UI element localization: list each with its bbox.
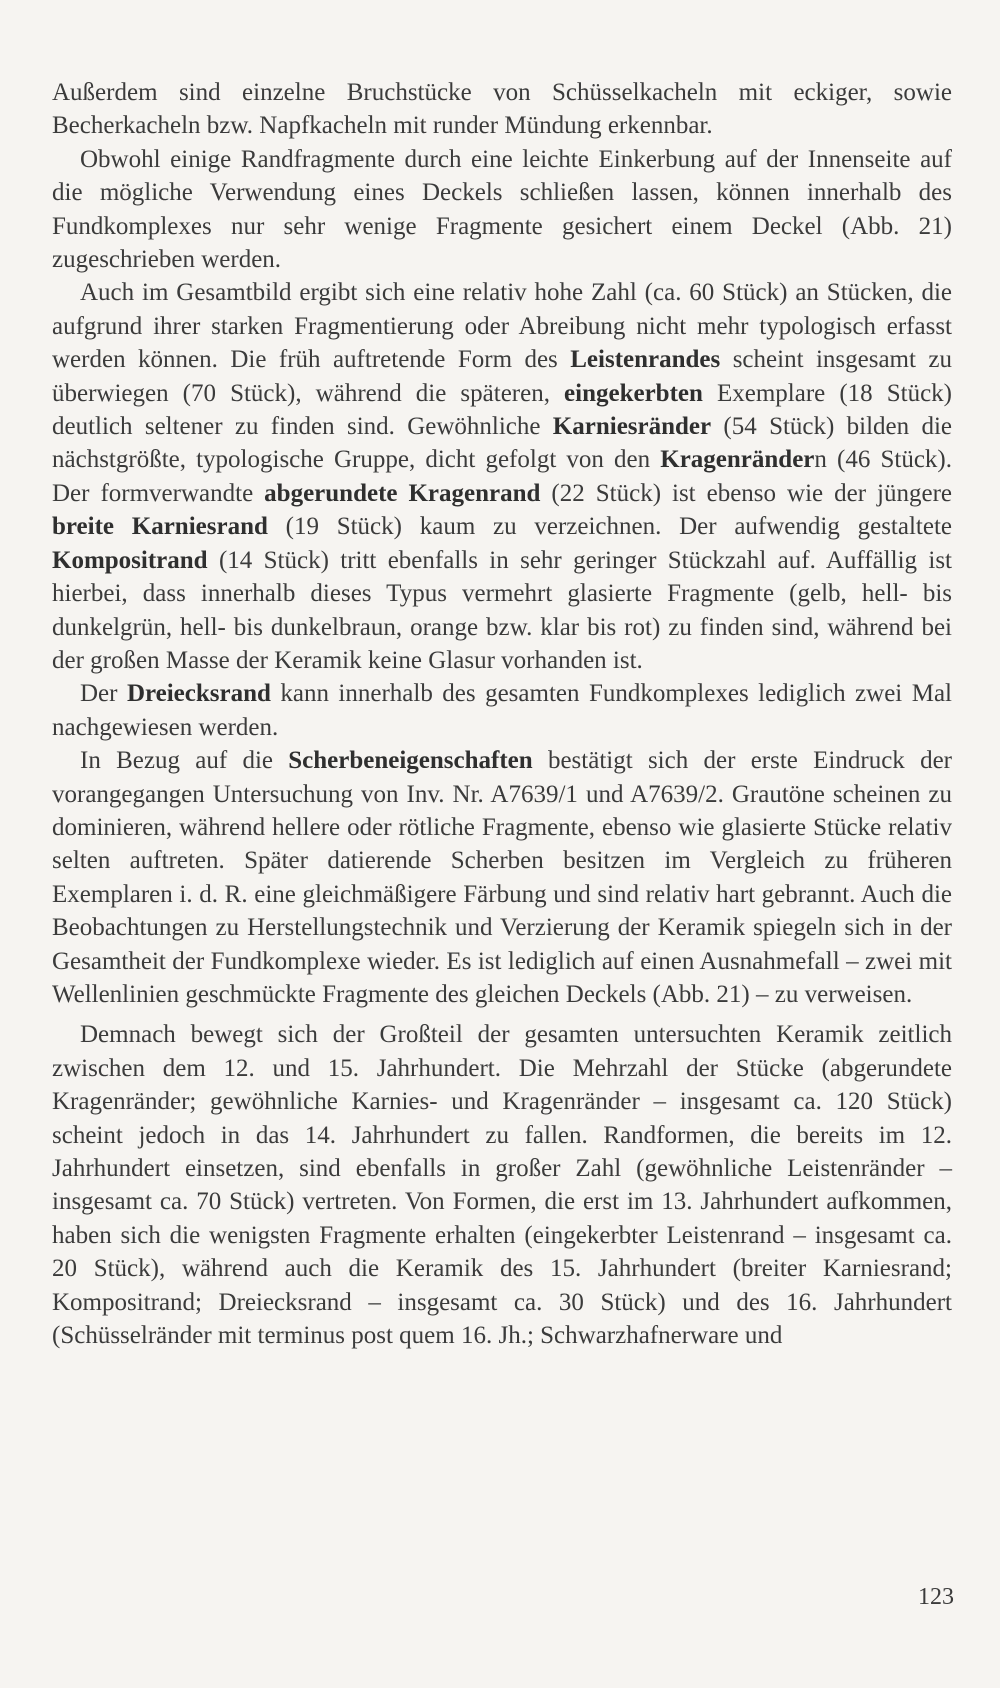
text-segment: n (46 Stück). Der formverwandte: [52, 446, 952, 507]
paragraph-2: [52, 143, 952, 277]
text-segment: Demnach bewegt sich der Großteil der gesamten untersuchten Keramik zeitlich zwischen dem 12. und 15. Jahrhundert. Die Mehrzahl der Stücke (abgerundete Kragenränder; gewöhnliche Karnies- und Kragenränder – insgesamt ca. 120 Stück) scheint jedoch in das 14. Jahrhundert zu fallen. Randformen, die bereits im 12. Jahrhundert einsetzen, sind ebenfalls in großer Zahl (gewöhnliche Leistenränder – insgesamt ca. 70 Stück) vertreten. Von Formen, die erst im 13. Jahrhundert aufkommen, haben sich die wenigsten Fragmente erhalten (eingekerbter Leistenrand – insgesamt ca. 20 Stück), während auch die Keramik des 15. Jahrhundert (breiter Karniesrand; Kompositrand; Dreiecksrand – insgesamt ca. 30 Stück) und des 16. Jahrhundert (Schüsselränder mit terminus post quem 16. Jh.; Schwarzhafnerware und: [52, 1021, 952, 1350]
text-segment: Außerdem sind einzelne Bruchstücke von Schüsselkacheln mit eckiger, sowie Becherkacheln bzw. Napfkacheln mit runder Mündung erkennbar.: [52, 79, 952, 140]
text-segment: (22 Stück) ist ebenso wie der jüngere: [540, 479, 952, 507]
text-segment: Der: [80, 680, 127, 708]
text-segment: (19 Stück) kaum zu verzeichnen. Der aufwendig gestaltete: [267, 513, 952, 541]
paragraph-6: [52, 1018, 952, 1352]
text-segment: scheint insgesamt zu überwiegen (70 Stück), während die späteren,: [52, 346, 952, 407]
paragraph-1: [52, 76, 952, 143]
text-segment: (14 Stück) tritt ebenfalls in sehr geringer Stückzahl auf. Auffällig ist hierbei, dass innerhalb dieses Typus vermehrt glasierte Fragmente (gelb, hell- bis dunkelgrün, hell- bis dunkelbraun, orange bzw. klar bis rot) zu finden sind, während bei der großen Masse der Keramik keine Glasur vorhanden ist.: [52, 546, 952, 674]
text-segment: bestätigt sich der erste Eindruck der vorangegangen Untersuchung von Inv. Nr. A7639/1 und A7639/2. Grautöne scheinen zu dominieren, während hellere oder rötliche Fragmente, ebenso wie glasierte Stücke relativ selten auftreten. Später datierende Scherben besitzen im Vergleich zu früheren Exemplaren i. d. R. eine gleichmäßigere Färbung und sind relativ hart gebrannt. Auch die Beobachtungen zu Herstellungstechnik und Verzierung der Keramik spiegeln sich in der Gesamtheit der Fundkomplexe wieder. Es ist lediglich auf einen Ausnahmefall – zwei mit Wellenlinien geschmückte Fragmente des gleichen Deckels (Abb. 21) – zu verweisen.: [52, 747, 952, 1008]
bold-term: Scherbeneigenschaften: [288, 747, 533, 775]
text-segment: Auch im Gesamtbild ergibt sich eine relativ hohe Zahl (ca. 60 Stück) an Stücken, die aufgrund ihrer starken Fragmentierung oder Abreibung nicht mehr typologisch erfasst werden können. Die früh auftretende Form des: [52, 279, 952, 374]
bold-term: Leistenrandes: [570, 346, 721, 374]
paragraph-3: [52, 276, 952, 677]
bold-term: Dreiecksrand: [126, 680, 271, 708]
bold-term: abgerundete Kragenrand: [264, 479, 541, 507]
bold-term: Kompositrand: [52, 546, 208, 574]
paragraph-5: [52, 744, 952, 1011]
bold-term: eingekerbten: [564, 379, 703, 407]
text-segment: kann innerhalb des gesamten Fundkomplexes lediglich zwei Mal nachgewiesen werden.: [52, 680, 952, 741]
paragraph-4: [52, 677, 952, 744]
text-segment: Exemplare (18 Stück) deutlich seltener zu finden sind. Gewöhnliche: [52, 379, 952, 441]
body-text: [52, 76, 952, 1352]
bold-term: Kragenränder: [660, 446, 815, 474]
bold-term: breite Karniesrand: [52, 513, 268, 541]
bold-term: Karniesränder: [552, 413, 712, 441]
text-segment: Obwohl einige Randfragmente durch eine leichte Einkerbung auf der Innenseite auf die mögliche Verwendung eines Deckels schließen lassen, können innerhalb des Fundkomplexes nur sehr wenige Fragmente gesichert einem Deckel (Abb. 21) zugeschrieben werden.: [52, 145, 952, 274]
text-segment: (54 Stück) bilden die nächstgrößte, typologische Gruppe, dicht gefolgt von den: [52, 413, 952, 474]
page-number: 123: [918, 1584, 954, 1610]
text-segment: In Bezug auf die: [80, 747, 289, 775]
